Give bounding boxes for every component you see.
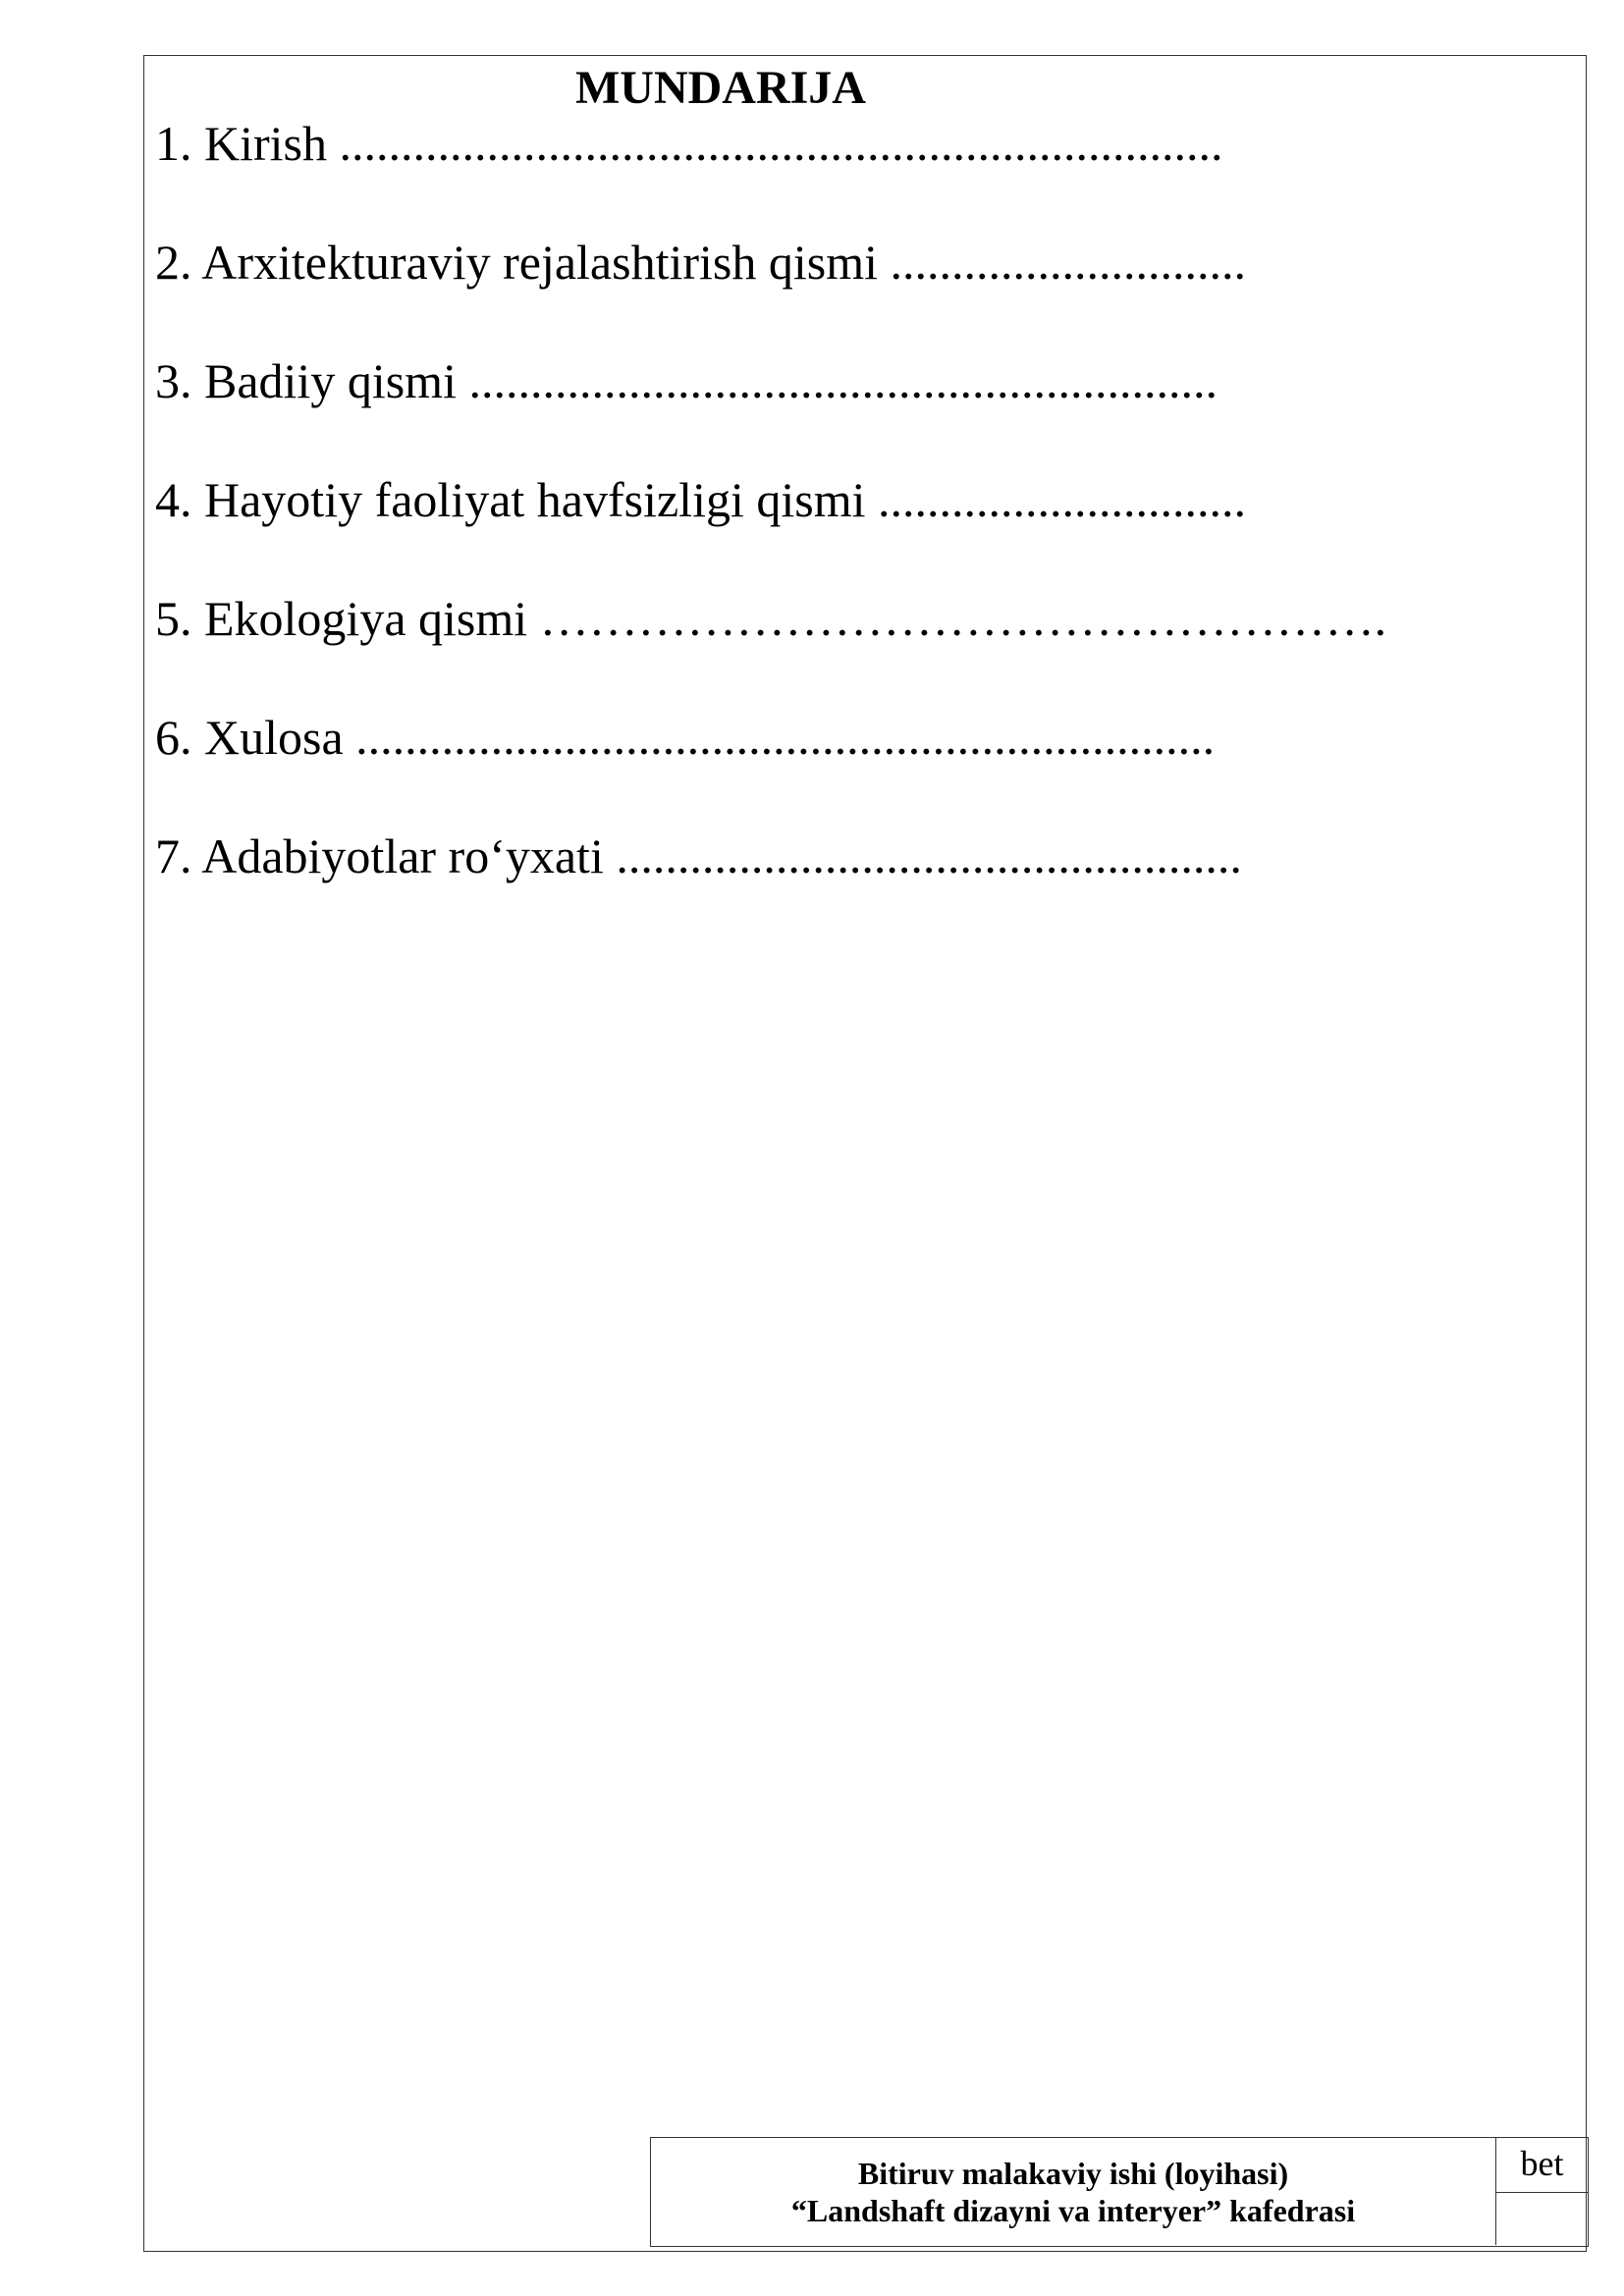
page-label-cell: bet xyxy=(1495,2138,1588,2193)
toc-item-ecology: 5. Ekologiya qismi ……………………………………………. xyxy=(155,591,1387,646)
title-block xyxy=(650,2137,1589,2247)
title-block-caption xyxy=(651,2138,1495,2245)
thesis-label: Bitiruv malakaviy ishi (loyihasi) xyxy=(857,2155,1289,2191)
toc-item-architectural-planning: 2. Arxitekturaviy rejalashtirish qismi ............................. xyxy=(155,235,1246,290)
table-of-contents xyxy=(155,113,1386,944)
department-label: “Landshaft dizayni va interyer” kafedrasi xyxy=(790,2192,1356,2228)
toc-item-introduction: 1. Kirish ........................................................................ xyxy=(155,116,1223,171)
toc-item-life-safety: 4. Hayotiy faoliyat havfsizligi qismi .............................. xyxy=(155,472,1246,527)
page-title: MUNDARIJA xyxy=(575,62,866,114)
toc-item-references: 7. Adabiyotlar ro‘yxati ................................................... xyxy=(155,828,1242,883)
toc-item-conclusion: 6. Xulosa ...................................................................... xyxy=(155,710,1216,765)
toc-item-artistic-part: 3. Badiiy qismi ............................................................. xyxy=(155,353,1218,408)
page-number-cell xyxy=(1495,2193,1588,2245)
